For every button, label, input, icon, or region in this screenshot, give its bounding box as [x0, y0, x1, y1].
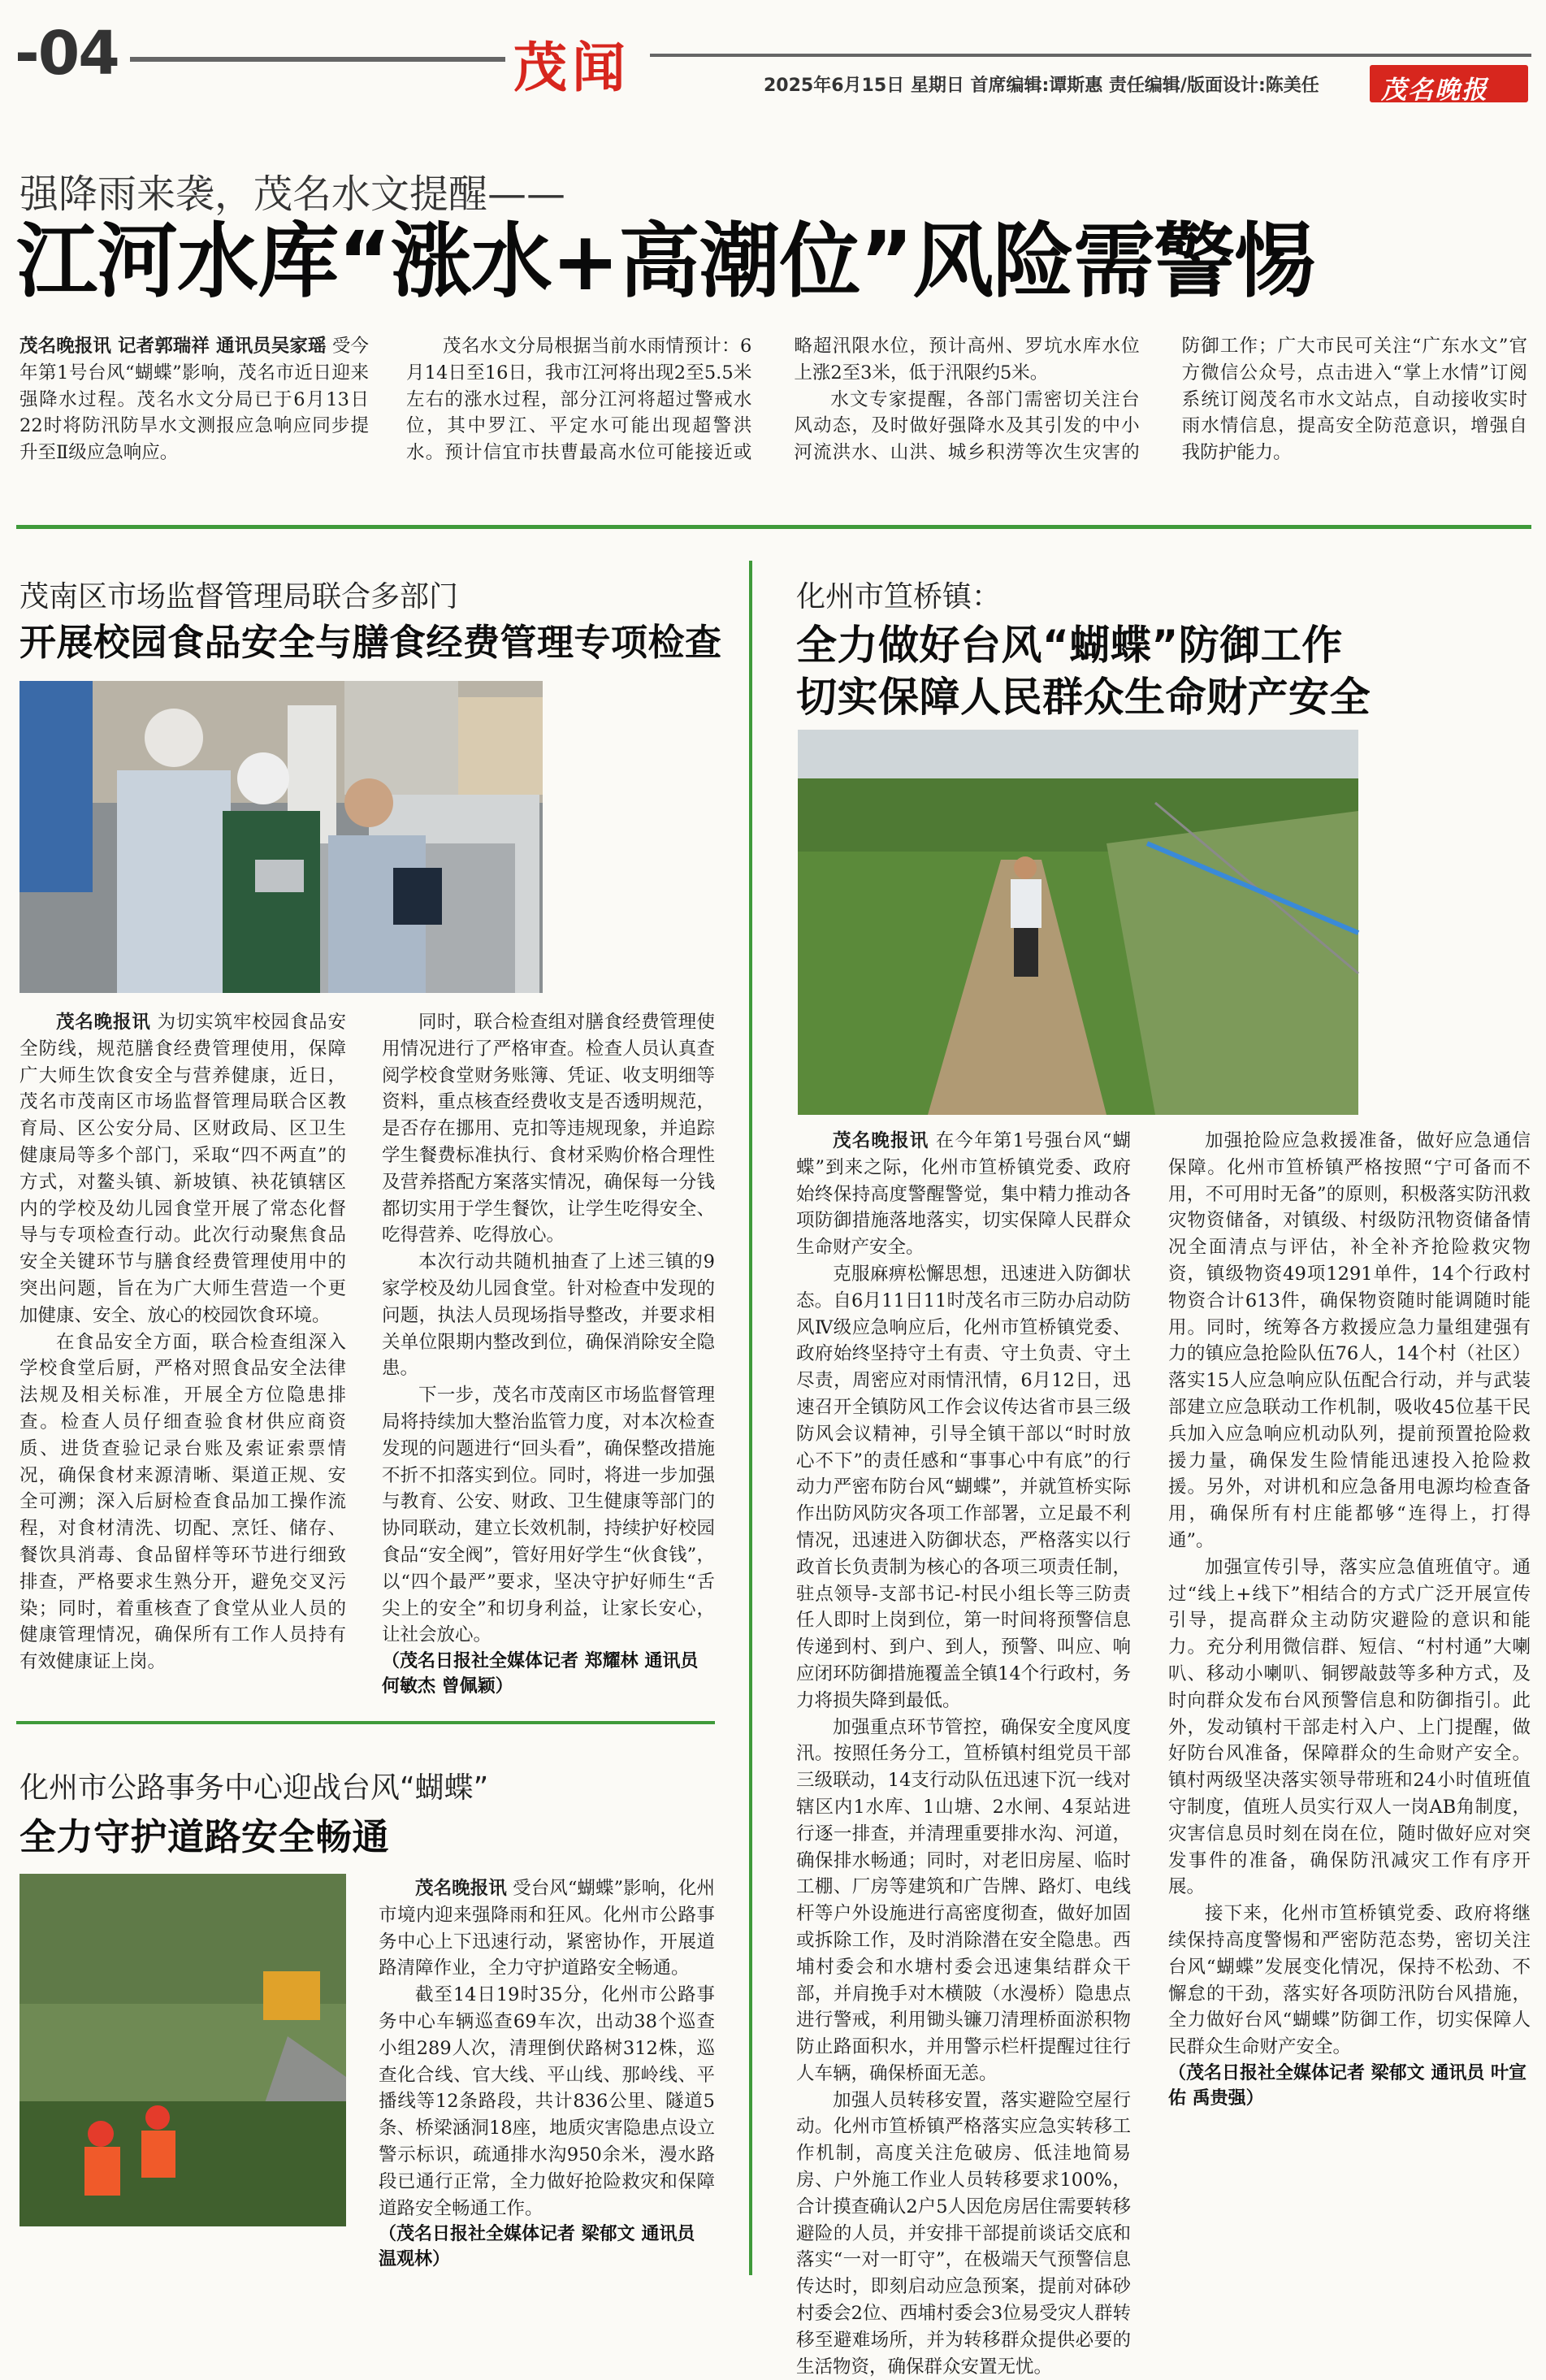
highway-paragraph-2: 截至14日19时35分，化州市公路事务中心车辆巡查69车次，出动38个巡查小组289人次，清理倒伏路树312株，巡查化合线、官大线、平山线、那岭线、平播线等12条路段，共计836公里、隧道5条、桥梁涵洞18座，地质灾害隐患点设立警示标识，疏通排水沟950余米，漫水路段已通行正常，全力做好抢险救灾和保障道路安全畅通工作。 — [379, 1984, 715, 2219]
food-headline: 开展校园食品安全与膳食经费管理专项检查 — [19, 621, 722, 664]
lead-kicker: 强降雨来袭，茂名水文提醒—— — [19, 171, 566, 217]
typhoon-col-1 — [796, 1128, 1131, 2378]
typhoon-paragraph-7: 接下来，化州市笪桥镇党委、政府将继续保持高度警惕和严密防范态势，密切关注台风“蝴蝶”发展变化情况，保持不松劲、不懈怠的干劲，落实好各项防汛防台风措施，全力做好台风“蝴蝶”防御工作，切实保障人民群众生命财产安全。 — [1168, 1903, 1531, 2058]
food-col-1 — [19, 1009, 346, 1706]
food-paragraph-5: 下一步，茂名市茂南区市场监督管理局将持续加大整治监管力度，对本次检查发现的问题进行“回头看”，确保整改措施不折不扣落实到位。同时，将进一步加强与教育、公安、财政、卫生健康等部门的协同联动，建立长效机制，持续护好校园食品“安全阀”，管好用好学生“伙食钱”，以“四个最严”要求，坚决守护好师生“舌尖上的安全”和切身利益，让家长安心，让社会放心。 — [382, 1385, 715, 1646]
page-number: -04 — [15, 19, 119, 89]
lead-paragraph-3: 水文专家提醒，各部门需密切关注台风动态，及时做好强降水及其引发的中小河流洪水、山洪、城乡积涝等次生灾害的防御工作；广大市民可关注“广东水文”官方微信公众号，点击进入“掌上水情”订阅系统订阅茂名市水文站点，自动接收实时雨水情信息，提高安全防范意识，增强自我防护能力。 — [794, 336, 1527, 464]
masthead-rule-right — [650, 54, 1531, 57]
lead-byline: 茂名晚报讯 记者郭瑞祥 通讯员吴家瑶 — [19, 336, 327, 357]
typhoon-byline: 茂名晚报讯 — [833, 1130, 929, 1151]
highway-headline: 全力守护道路安全畅通 — [19, 1815, 390, 1858]
brand-logo — [1370, 65, 1528, 105]
lead-paragraph-2: 茂名水文分局根据当前水雨情预计：6月14日至16日，我市江河将出现2至5.5米左右的涨水过程，部分江河将超过警戒水位，其中罗江、平定水可能出现超警洪水。预计信宜市扶曹最高水位可能接近或略超汛限水位，预计高州、罗坑水库水位上涨2至3米，低于汛限约5米。 — [406, 336, 1140, 464]
typhoon-paragraph-6: 加强宣传引导，落实应急值班值守。通过“线上+线下”相结合的方式广泛开展宣传引导，提高群众主动防灾避险的意识和能力。充分利用微信群、短信、“村村通”大喇叭、移动小喇叭、铜锣敲鼓等多种方式，及时向群众发布台风预警信息和防御指引。此外，发动镇村干部走村入户、上门提醒，做好防台风准备，保障群众的生命财产安全。镇村两级坚决落实领导带班和24小时值班值守制度，值班人员实行双人一岗AB角制度，灾害信息员时刻在岗在位，随时做好应对突发事件的准备，确保防汛减灾工作有序开展。 — [1168, 1556, 1531, 1898]
typhoon-credit: （茂名日报社全媒体记者 梁郁文 通讯员 叶宣佑 禹贵强） — [1168, 2062, 1527, 2109]
date-line: 2025年6月15日 星期日 首席编辑:谭斯惠 责任编辑/版面设计:陈美任 — [764, 76, 1319, 96]
food-paragraph-3: 同时，联合检查组对膳食经费管理使用情况进行了严格审查。检查人员认真查阅学校食堂财务账簿、凭证、收支明细等资料，重点核查经费收支是否透明规范，是否存在挪用、克扣等违规现象，并追踪学生餐费标准执行、食材采购价格合理性及营养搭配方案落实情况，确保每一分钱都切实用于学生餐饮，让学生吃得安全、吃得营养、吃得放心。 — [382, 1012, 715, 1246]
typhoon-headline-line1: 全力做好台风“蝴蝶”防御工作 — [796, 622, 1343, 669]
typhoon-paragraph-2: 克服麻痹松懈思想，迅速进入防御状态。自6月11日11时茂名市三防办启动防风Ⅳ级应急响应后，化州市笪桥镇党委、政府始终坚持守土有责、守土负责、守土尽责，周密应对雨情汛情，6月12日，迅速召开全镇防风工作会议传达省市县三级防风会议精神，引导全镇干部以“时时放心不下”的责任感和“事事心中有底”的行动力严密布防台风“蝴蝶”，并就笪桥实际作出防风防灾各项工作部署，立足最不利情况，迅速进入防御状态，严格落实以行政首长负责制为核心的各项三项责任制，驻点领导-支部书记-村民小组长等三防责任人即时上岗到位，第一时间将预警信息传递到村、到户、到人，预警、叫应、响应闭环防御措施覆盖全镇14个行政村，务力将损失降到最低。 — [796, 1263, 1131, 1711]
lead-cols-2-4 — [406, 333, 1527, 496]
highway-kicker: 化州市公路事务中心迎战台风“蝴蝶” — [19, 1771, 489, 1805]
typhoon-paragraph-3: 加强重点环节管控，确保安全度风度汛。按照任务分工，笪桥镇村组党员干部三级联动，14支行动队伍迅速下沉一线对辖区内1水库、1山塘、2水闸、4泵站进行逐一排查，并清理重要排水沟、河道，确保排水畅通；同时，对老旧房屋、临时工棚、厂房等建筑和广告牌、路灯、电线杆等户外设施进行高密度彻查，做好加固或拆除工作，及时消除潜在安全隐患。西埔村委会和水塘村委会迅速集结群众干部，并肩挽手对木横陂（水漫桥）隐患点进行警戒，利用锄头镰刀清理桥面淤积物防止路面积水，并用警示栏杆提醒过往行人车辆，确保桥面无恙。 — [796, 1716, 1131, 2084]
lead-bottom-rule — [16, 525, 1531, 529]
food-credit: （茂名日报社全媒体记者 郑耀林 通讯员 何敏杰 曾佩颖） — [382, 1651, 699, 1697]
highway-credit: （茂名日报社全媒体记者 梁郁文 通讯员 温观林） — [379, 2224, 695, 2270]
lead-col-1 — [19, 333, 369, 496]
food-paragraph-1: 为切实筑牢校园食品安全防线，规范膳食经费管理使用，保障广大师生饮食安全与营养健康，近日，茂名市茂南区市场监督管理局联合区教育局、区公安分局、区财政局、区卫生健康局等多个部门，采取“四不两直”的方式，对鳌头镇、新坡镇、袂花镇辖区内的学校及幼儿园食堂开展了常态化督导与专项检查行动。此次行动聚焦食品安全关键环节与膳食经费管理使用中的突出问题，旨在为广大师生营造一个更加健康、安全、放心的校园饮食环境。 — [19, 1012, 346, 1326]
masthead-rule-left — [130, 57, 505, 62]
warning-tape-photo — [798, 730, 1358, 1115]
typhoon-headline-line2: 切实保障人民群众生命财产安全 — [796, 674, 1371, 721]
typhoon-paragraph-5: 加强抢险应急救援准备，做好应急通信保障。化州市笪桥镇严格按照“宁可备而不用，不可用时无备”的原则，积极落实防汛救灾物资储备，对镇级、村级防汛物资储备情况全面清点与评估，补全补齐抢险救灾物资，镇级物资49项1291单件，14个行政村物资合计613件，确保物资随时能调随时能用。同时，统筹各方救援应急力量组建强有力的镇应急抢险队伍76人，14个村（社区）落实15人应急响应队伍配合行动，并与武装部建立应急联动工作机制，吸收45位基干民兵加入应急响应机动队列，提前预置抢险救援力量，确保发生险情能迅速投入抢险救援。另外，对讲机和应急备用电源均检查备用，确保所有村庄能都够“连得上，打得通”。 — [1168, 1130, 1531, 1551]
typhoon-kicker: 化州市笪桥镇： — [796, 580, 1002, 613]
section-label — [510, 23, 640, 99]
column-divider — [749, 561, 752, 2275]
typhoon-paragraph-1: 在今年第1号强台风“蝴蝶”到来之际，化州市笪桥镇党委、政府始终保持高度警醒警觉，集中精力推动各项防御措施落地落实，切实保障人民群众生命财产安全。 — [796, 1130, 1131, 1259]
highway-col — [379, 1875, 715, 2270]
food-paragraph-4: 本次行动共随机抽查了上述三镇的9家学校及幼儿园食堂。针对检查中发现的问题，执法人员现场指导整改，并要求相关单位限期内整改到位，确保消除安全隐患。 — [382, 1251, 715, 1380]
food-col-2 — [382, 1009, 715, 1706]
road-clearing-photo — [19, 1874, 346, 2226]
canteen-inspection-photo — [19, 681, 543, 993]
lead-headline: 江河水库“涨水+高潮位”风险需警惕 — [16, 214, 1315, 309]
food-kicker: 茂南区市场监督管理局联合多部门 — [19, 580, 459, 613]
brand-logo-text: 茂名晚报 — [1381, 76, 1488, 105]
typhoon-paragraph-4: 加强人员转移安置，落实避险空屋行动。化州市笪桥镇严格落实应急实转移工作机制，高度关注危破房、低洼地简易房、户外施工作业人员转移要求100%，合计摸查确认2户5人因危房居住需要转移避险的人员，并安排干部提前谈话交底和落实“一对一盯守”，在极端天气预警信息传达时，即刻启动应急预案，提前对砵砂村委会2位、西埔村委会3位易受灾人群转移至避难场所，并为转移群众提供必要的生活物资，确保群众安置无忧。 — [796, 2089, 1131, 2378]
food-paragraph-2: 在食品安全方面，联合检查组深入学校食堂后厨，严格对照食品安全法律法规及相关标准，开展全方位隐患排查。检查人员仔细查验食材供应商资质、进货查验记录台账及索证索票情况，确保食材来源清晰、渠道正规、安全可溯；深入后厨检查食品加工操作流程，对食材清洗、切配、烹饪、储存、餐饮具消毒、食品留样等环节进行细致排查，严格要求生熟分开，避免交叉污染；同时，着重核查了食堂从业人员的健康管理情况，确保所有工作人员持有有效健康证上岗。 — [19, 1331, 346, 1673]
highway-byline: 茂名晚报讯 — [415, 1878, 507, 1899]
food-bottom-rule — [16, 1721, 715, 1724]
typhoon-col-2 — [1168, 1128, 1531, 2282]
food-byline: 茂名晚报讯 — [56, 1012, 151, 1033]
section-title: 茂闻 — [513, 36, 630, 99]
lead-paragraph-1: 受今年第1号台风“蝴蝶”影响，茂名市近日迎来强降水过程。茂名水文分局已于6月13日22时将防汛防旱水文测报应急响应同步提升至Ⅱ级应急响应。 — [19, 336, 369, 464]
highway-paragraph-1: 受台风“蝴蝶”影响，化州市境内迎来强降雨和狂风。化州市公路事务中心上下迅速行动，紧密协作，开展道路清障作业，全力守护道路安全畅通。 — [379, 1878, 715, 1979]
